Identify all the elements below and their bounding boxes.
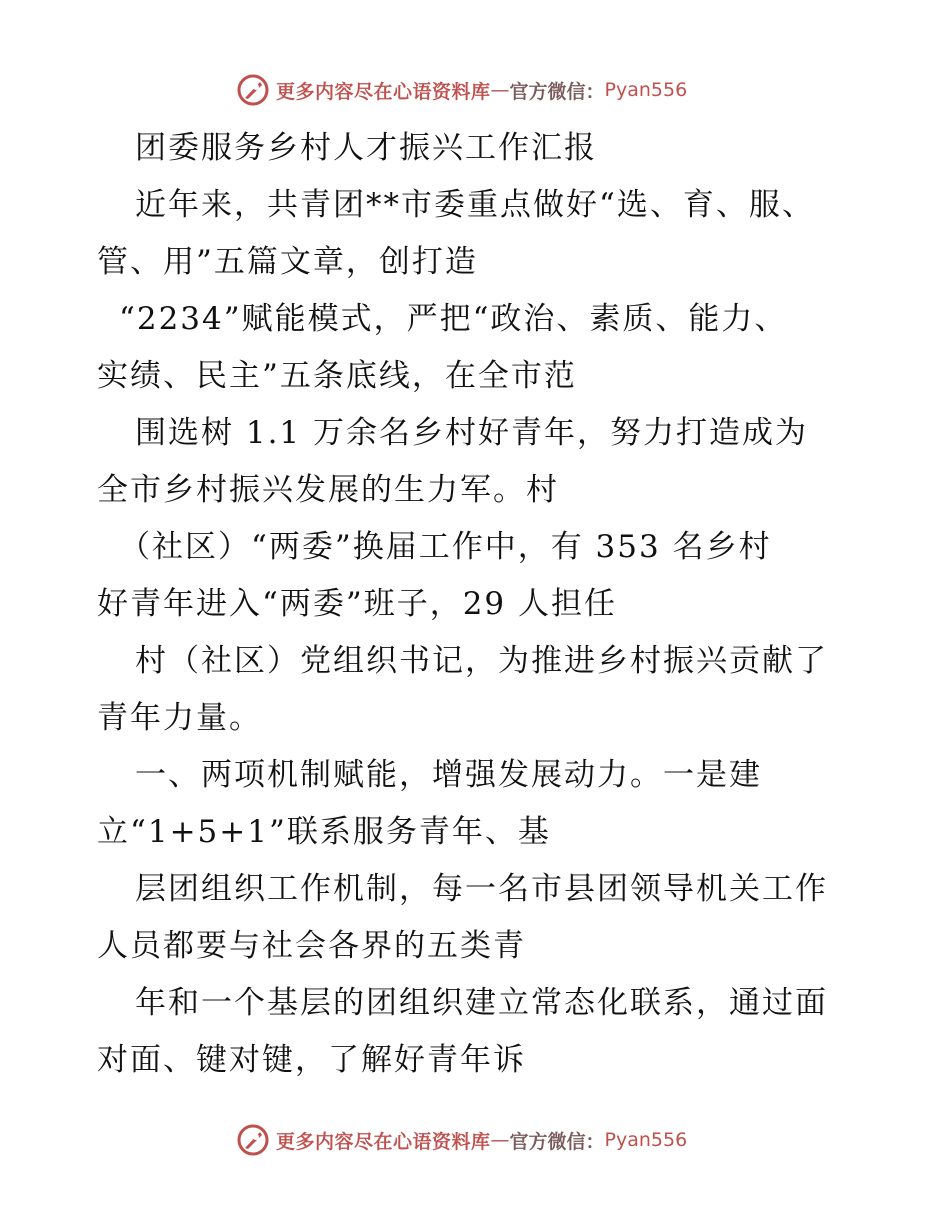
- watermark-label: 官方微信：: [509, 1130, 605, 1153]
- quill-logo-icon: [236, 1123, 270, 1157]
- text-line: “2234”赋能模式，严把“政治、素质、能力、: [119, 301, 788, 337]
- watermark-main-text: 更多内容尽在心语资料库: [276, 80, 491, 103]
- section-heading-line: 一、两项机制赋能，增强发展动力。一是建: [135, 757, 762, 793]
- text-line: 村（社区）党组织书记，为推进乡村振兴贡献了: [135, 643, 828, 679]
- text-line: 对面、键对键，了解好青年诉: [97, 1042, 526, 1078]
- watermark-id: Pyan556: [604, 79, 688, 101]
- text-line: 层团组织工作机制，每一名市县团领导机关工作: [135, 871, 828, 907]
- watermark-dash: —: [490, 79, 510, 101]
- quill-logo-icon: [236, 73, 270, 107]
- header-watermark: [236, 72, 687, 108]
- watermark-dash: —: [490, 1129, 510, 1151]
- text-line: 青年力量。: [97, 700, 262, 736]
- text-line: 管、用”五篇文章，创打造: [97, 244, 478, 280]
- text-line: 围选树 1.1 万余名乡村好青年，努力打造成为: [135, 415, 809, 451]
- text-line: （社区）“两委”换届工作中，有 353 名乡村: [119, 529, 772, 565]
- text-line: 立“1+5+1”联系服务青年、基: [97, 814, 551, 850]
- text-line: 近年来，共青团**市委重点做好“选、育、服、: [135, 187, 815, 223]
- watermark-id: Pyan556: [604, 1129, 688, 1151]
- footer-watermark: [236, 1122, 687, 1158]
- text-line: 实绩、民主”五条底线，在全市范: [97, 358, 577, 394]
- watermark-main-text: 更多内容尽在心语资料库: [276, 1130, 491, 1153]
- watermark-label: 官方微信：: [509, 80, 605, 103]
- text-line: 全市乡村振兴发展的生力军。村: [97, 472, 559, 508]
- text-line: 好青年进入“两委”班子，29 人担任: [97, 586, 617, 622]
- text-line: 人员都要与社会各界的五类青: [97, 928, 526, 964]
- document-title: 团委服务乡村人才振兴工作汇报: [135, 130, 597, 166]
- document-body: [97, 120, 857, 1089]
- text-line: 年和一个基层的团组织建立常态化联系，通过面: [135, 985, 828, 1021]
